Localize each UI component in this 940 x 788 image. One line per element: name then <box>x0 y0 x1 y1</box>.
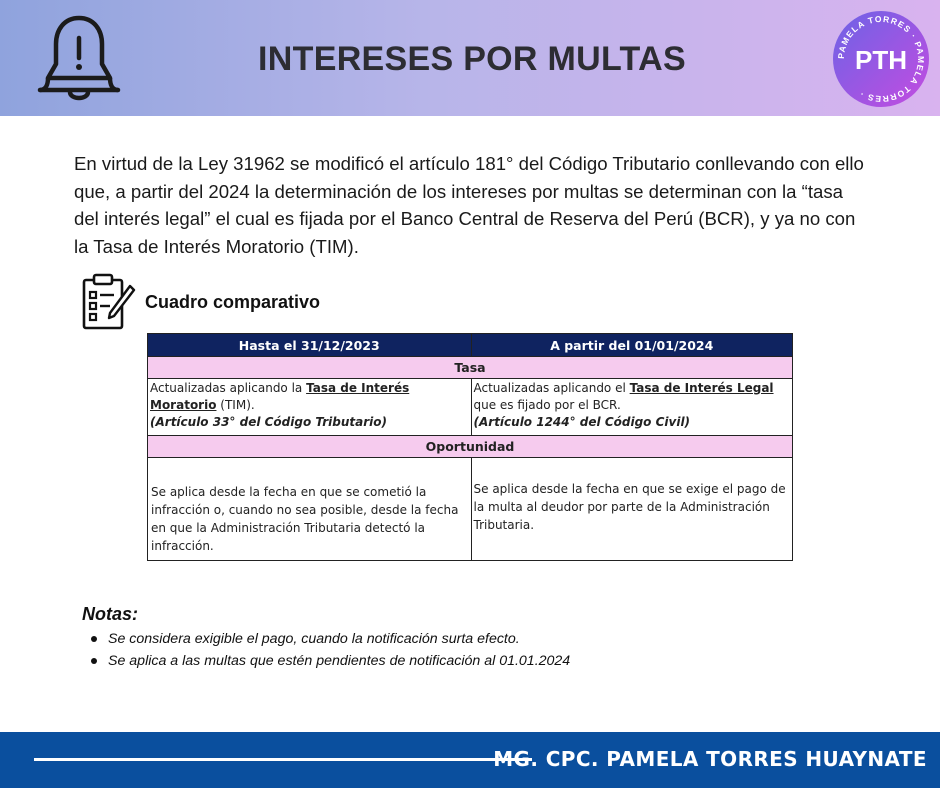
page-title: INTERESES POR MULTAS <box>258 40 686 78</box>
oportunidad-left-cell: Se aplica desde la fecha en que se cometió la infracción o, cuando no sea posible, desde la fecha en que la Administración Tributaria detectó la infracción. <box>148 458 472 561</box>
notes-title: Notas: <box>82 604 139 624</box>
tasa-right-highlight: Tasa de Interés Legal <box>629 381 774 395</box>
clipboard-checklist-icon <box>80 272 136 332</box>
footer-author: MG. CPC. PAMELA TORRES HUAYNATE <box>493 747 927 771</box>
logo-ring-text: PAMELA TORRES · PAMELA TORRES · <box>835 13 927 105</box>
comparison-table <box>147 333 793 561</box>
notes-list <box>108 628 570 672</box>
note-item: Se aplica a las multas que estén pendientes de notificación al 01.01.2024 <box>108 650 570 672</box>
col-header-after: A partir del 01/01/2024 <box>471 334 793 357</box>
cuadro-title: Cuadro comparativo <box>145 292 321 312</box>
pth-logo <box>832 10 930 108</box>
footer-bar <box>0 732 940 788</box>
logo-text: PTH <box>855 45 907 75</box>
tasa-left-text: Actualizadas aplicando la <box>150 381 307 395</box>
tasa-right-cell <box>471 379 793 436</box>
tasa-right-reference: (Artículo 1244° del Código Civil) <box>473 415 691 429</box>
intro-paragraph: En virtud de la Ley 31962 se modificó el artículo 181° del Código Tributario conllevando con ello que, a partir del 2024 la determinación de los intereses por multas se determinan con la “tasa del interés legal” el cual es fijada por el Banco Central de Reserva del Perú (BCR), y ya no con la Tasa de Interés Moratorio (TIM). <box>74 153 864 257</box>
oportunidad-right-cell: Se aplica desde la fecha en que se exige el pago de la multa al deudor por parte de la Administración Tributaria. <box>471 458 793 561</box>
tasa-left-suffix: (TIM). <box>216 398 255 412</box>
tasa-left-highlight: Tasa de Interés Moratorio <box>150 381 410 412</box>
tasa-right-text: Actualizadas aplicando el <box>473 381 630 395</box>
tasa-left-reference: (Artículo 33° del Código Tributario) <box>150 415 388 429</box>
tasa-left-cell <box>148 379 472 436</box>
section-tasa: Tasa <box>148 357 793 379</box>
note-item: Se considera exigible el pago, cuando la notificación surta efecto. <box>108 628 570 650</box>
tasa-right-suffix: que es fijado por el BCR. <box>473 398 621 412</box>
section-oportunidad: Oportunidad <box>148 436 793 458</box>
col-header-before: Hasta el 31/12/2023 <box>148 334 472 357</box>
footer-divider <box>34 758 532 761</box>
header-banner <box>0 0 940 116</box>
